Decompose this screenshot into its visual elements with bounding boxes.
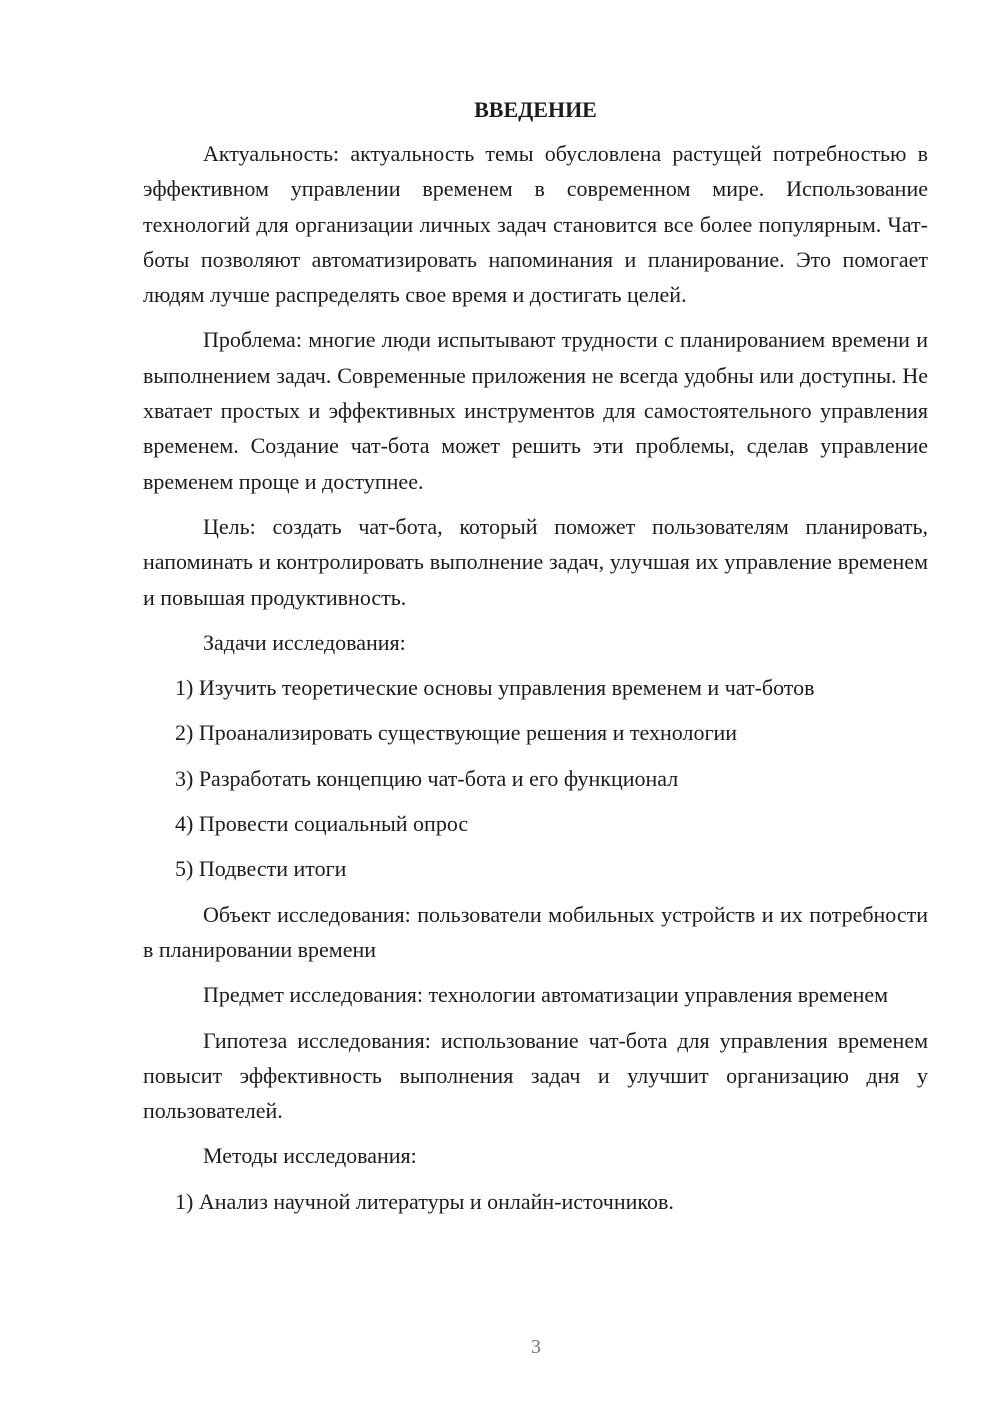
list-item: 3) Разработать концепцию чат-бота и его функционал [175,765,679,791]
page-number: 3 [531,1336,541,1358]
methods-list [143,1184,928,1219]
tasks-list [143,670,928,886]
goal-paragraph: Цель: создать чат-бота, который поможет пользователям планировать, напоминать и контролировать выполнение задач, улучшая их управление временем и повышая продуктивность. [143,513,928,610]
list-item: 4) Провести социальный опрос [175,811,469,837]
object-paragraph: Объект исследования: пользователи мобильных устройств и их потребности в планировании времени [143,901,928,962]
section-title: ВВЕДЕНИЕ [474,97,597,122]
subject-paragraph: Предмет исследования: технологии автоматизации управления временем [203,982,889,1008]
list-item: 1) Изучить теоретические основы управления временем и чат-ботов [175,675,815,701]
document-page [143,92,928,1229]
list-item: 5) Подвести итоги [175,856,347,882]
list-item: 2) Проанализировать существующие решения и технологии [175,720,738,746]
relevance-paragraph: Актуальность: актуальность темы обусловлена растущей потребностью в эффективном управлении временем в современном мире. Использование технологий для организации личных задач становится все более популярным. Чат-боты позволяют автоматизировать напоминания и планирование. Это помогает людям лучше распределять свое время и достигать целей. [143,141,928,308]
problem-paragraph: Проблема: многие люди испытывают трудности с планированием времени и выполнением задач. Современные приложения не всегда удобны или доступны. Не хватает простых и эффективных инструментов для самостоятельного управления временем. Создание чат-бота может решить эти проблемы, сделав управление временем проще и доступнее. [143,327,928,494]
tasks-heading: Задачи исследования: [203,629,406,655]
methods-heading: Методы исследования: [203,1143,417,1169]
hypothesis-paragraph: Гипотеза исследования: использование чат-бота для управления временем повысит эффективность выполнения задач и улучшит организацию дня у пользователей. [143,1027,928,1124]
list-item: 1) Анализ научной литературы и онлайн-источников. [175,1188,674,1214]
